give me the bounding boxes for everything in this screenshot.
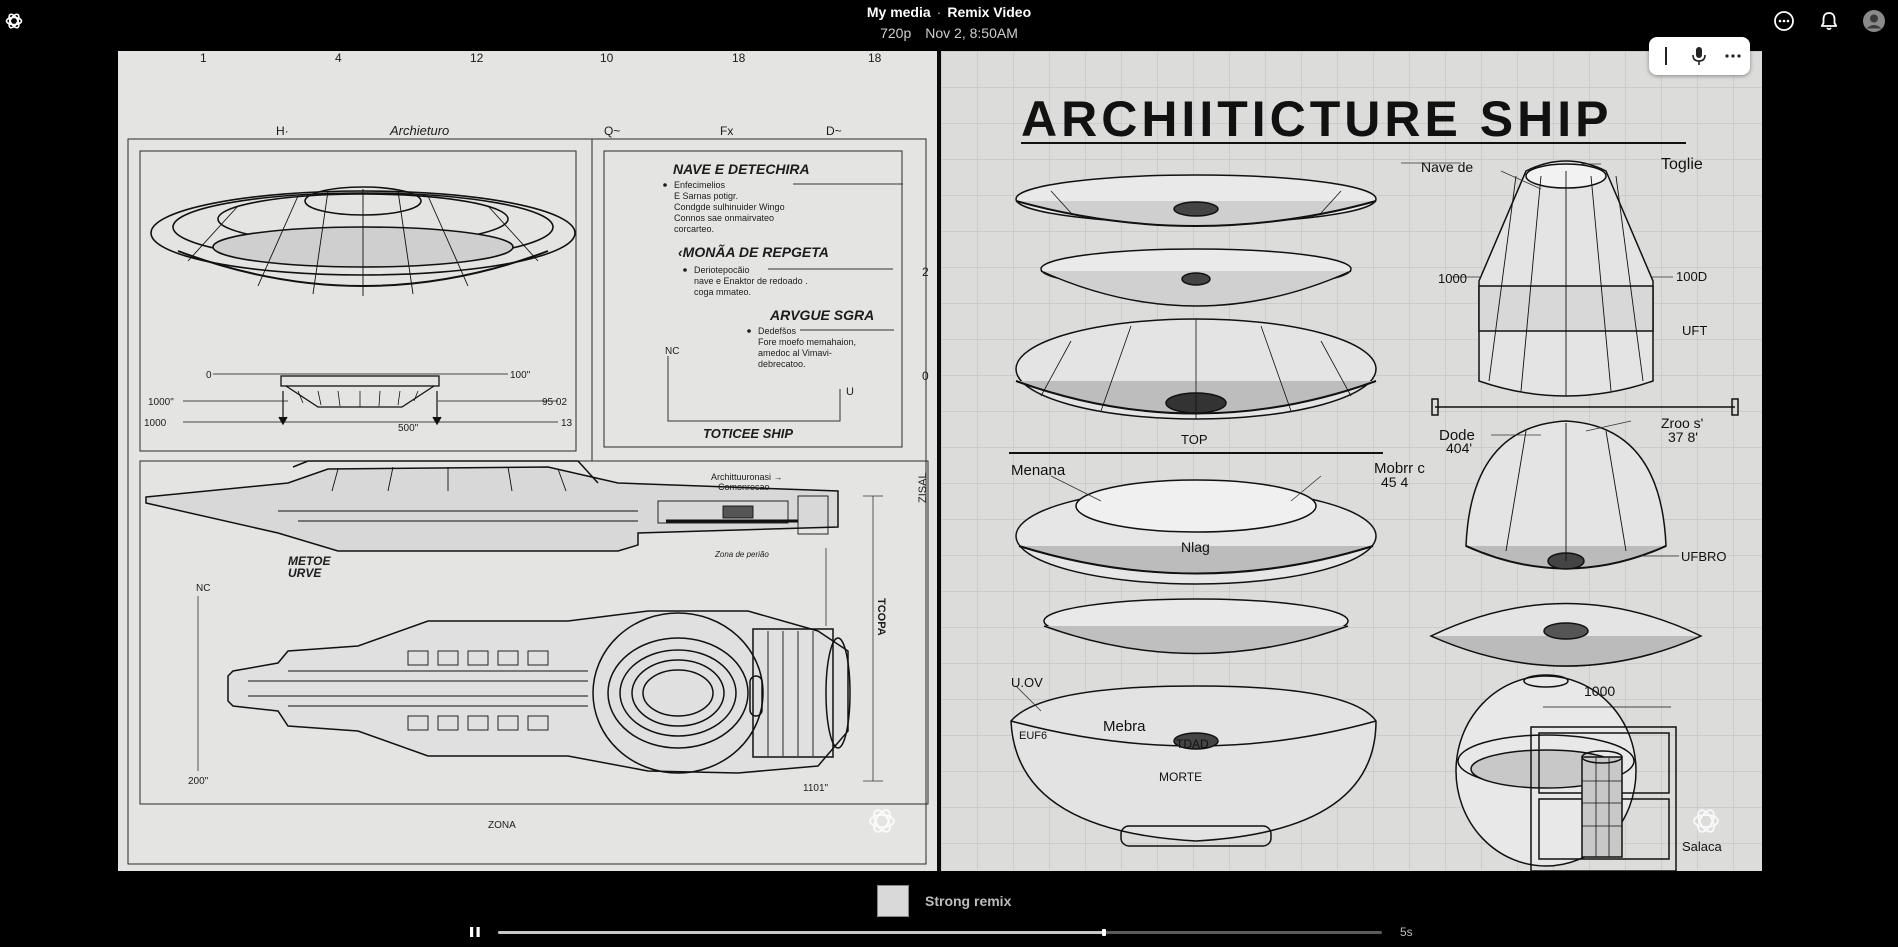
section-title: NAVE E DETECHIRA <box>673 161 810 177</box>
poster-label: Zroo s' <box>1661 415 1704 431</box>
playback-controls <box>0 920 1898 946</box>
progress-handle[interactable] <box>1102 929 1106 936</box>
header-label: Fx <box>720 124 734 138</box>
metoe-label: URVE <box>288 566 322 580</box>
poster-label: Mobrr c <box>1374 460 1425 477</box>
ellipsis-icon[interactable] <box>1721 44 1745 68</box>
side-view-label: Archittuuronasi → <box>711 472 783 482</box>
poster-label: Toglie <box>1661 156 1703 173</box>
section-line: Fore moefo memahaion, <box>758 337 857 347</box>
header-label: D~ <box>826 124 842 138</box>
corner-mark: NC <box>196 583 211 594</box>
section-title: ‹MONÃA DE REPGETA <box>678 244 829 260</box>
top-number: 4 <box>335 51 342 65</box>
breadcrumb-my-media[interactable]: My media <box>866 4 931 20</box>
poster-label: TOP <box>1181 432 1208 447</box>
section-line: nave e Enaktor de redoado . <box>694 276 808 286</box>
header-label: Q~ <box>604 124 621 138</box>
poster-label: EUF6 <box>1019 730 1048 742</box>
left-blueprint-drawing <box>118 51 937 871</box>
progress-slider[interactable] <box>498 931 1382 934</box>
right-blueprint-drawing <box>941 51 1762 871</box>
poster-label: UFT <box>1682 323 1708 338</box>
top-number: 1 <box>200 51 207 65</box>
section-line: Condgde sulhinuider Wingo <box>674 202 785 212</box>
corner-mark: U <box>846 386 854 398</box>
section-line: amedoc al Vimavi- <box>758 348 832 358</box>
side-view-label: Comonrecao <box>718 482 770 492</box>
duration-label: 5s <box>1400 925 1413 939</box>
section-line: Connos sae onmairvateo <box>674 213 775 223</box>
saucer-drawing <box>151 187 575 296</box>
section-line: Deriotepocãio <box>694 265 750 275</box>
created-timestamp: Nov 2, 8:50AM <box>925 25 1018 41</box>
poster-title: ARCHIITICTURE SHIP <box>1021 91 1613 147</box>
left-image-panel[interactable] <box>118 51 937 871</box>
poster-label: 45 4 <box>1381 474 1409 490</box>
resolution-label: 720p <box>880 25 912 41</box>
top-bar <box>0 0 1898 50</box>
poster-label: Salaca <box>1682 839 1722 854</box>
section-line: Enfecimelios <box>674 180 726 190</box>
top-number: 18 <box>732 51 746 65</box>
poster-label: TDAD <box>1176 737 1209 751</box>
side-marker: 0 <box>922 369 929 383</box>
bell-icon[interactable] <box>1817 9 1841 33</box>
ship-caption: TOTICEE SHIP <box>703 426 794 441</box>
top-view-ship <box>228 611 850 773</box>
poster-label: 37 8' <box>1668 429 1698 445</box>
dim-label: 0 <box>206 370 212 381</box>
section-title: ARVGUE SGRA <box>770 307 875 323</box>
progress-fill <box>498 931 1104 934</box>
poster-label: U.OV <box>1011 675 1043 690</box>
poster-label: Dode <box>1439 427 1475 444</box>
poster-label: UFBRO <box>1681 549 1727 564</box>
poster-label: Nave de <box>1421 159 1474 175</box>
user-avatar-icon[interactable] <box>1862 9 1886 33</box>
header-label: H· <box>276 124 289 138</box>
floating-toolbar <box>1649 37 1750 75</box>
section-line: corcarteo. <box>674 224 715 234</box>
dimension-drawing <box>183 374 558 424</box>
more-options-icon[interactable] <box>1772 9 1796 33</box>
poster-label: Mebra <box>1103 718 1146 735</box>
page-title: Remix Video <box>947 4 1032 20</box>
remix-option[interactable] <box>877 885 1011 917</box>
right-image-panel[interactable] <box>941 51 1762 871</box>
side-marker: 2 <box>922 265 929 279</box>
side-view-label: Zona de perião <box>715 550 769 559</box>
media-viewer <box>118 51 1762 871</box>
section-line: coga mmateo. <box>694 287 752 297</box>
section-line: debrecatoo. <box>758 359 806 369</box>
breadcrumb-separator: · <box>936 4 942 20</box>
poster-label: Menana <box>1011 462 1066 479</box>
vertical-label: TCOPA <box>875 598 887 636</box>
poster-label: MORTE <box>1159 770 1203 784</box>
bottom-dim: 1101" <box>803 783 829 794</box>
header-actions <box>1772 9 1886 33</box>
dim-label: 95 02 <box>542 397 568 408</box>
section-line: E Sarnas potigr. <box>674 191 739 201</box>
pause-icon[interactable] <box>467 924 483 940</box>
bottom-dim: 200" <box>188 776 209 787</box>
dim-label: 1000" <box>148 397 174 408</box>
text-cursor-icon[interactable] <box>1654 44 1678 68</box>
header-label: Archieturo <box>390 123 450 138</box>
dim-label: 100" <box>510 370 531 381</box>
dim-label: 1000 <box>144 418 167 429</box>
side-marker: ZISAL <box>917 472 929 503</box>
top-number: 18 <box>868 51 882 65</box>
top-number: 10 <box>600 51 614 65</box>
remix-label: Strong remix <box>925 893 1012 909</box>
poster-label: 1000 <box>1438 271 1467 286</box>
dim-label: 500" <box>398 423 419 434</box>
metoe-label: METOE <box>288 554 331 568</box>
poster-label: 404' <box>1446 440 1473 456</box>
remix-thumbnail[interactable] <box>877 885 909 917</box>
top-number: 12 <box>470 51 484 65</box>
section-line: Dedefšos <box>758 326 797 336</box>
poster-label: 100D <box>1676 269 1708 284</box>
media-title-block <box>0 3 1898 42</box>
dim-label: 13 <box>561 418 573 429</box>
corner-mark: NC <box>665 346 680 357</box>
watermark-icon <box>870 808 894 835</box>
microphone-icon[interactable] <box>1687 44 1711 68</box>
poster-label: Nlag <box>1181 539 1210 555</box>
footer-label: ZONA <box>488 820 516 831</box>
poster-label: 1000 <box>1584 683 1616 699</box>
